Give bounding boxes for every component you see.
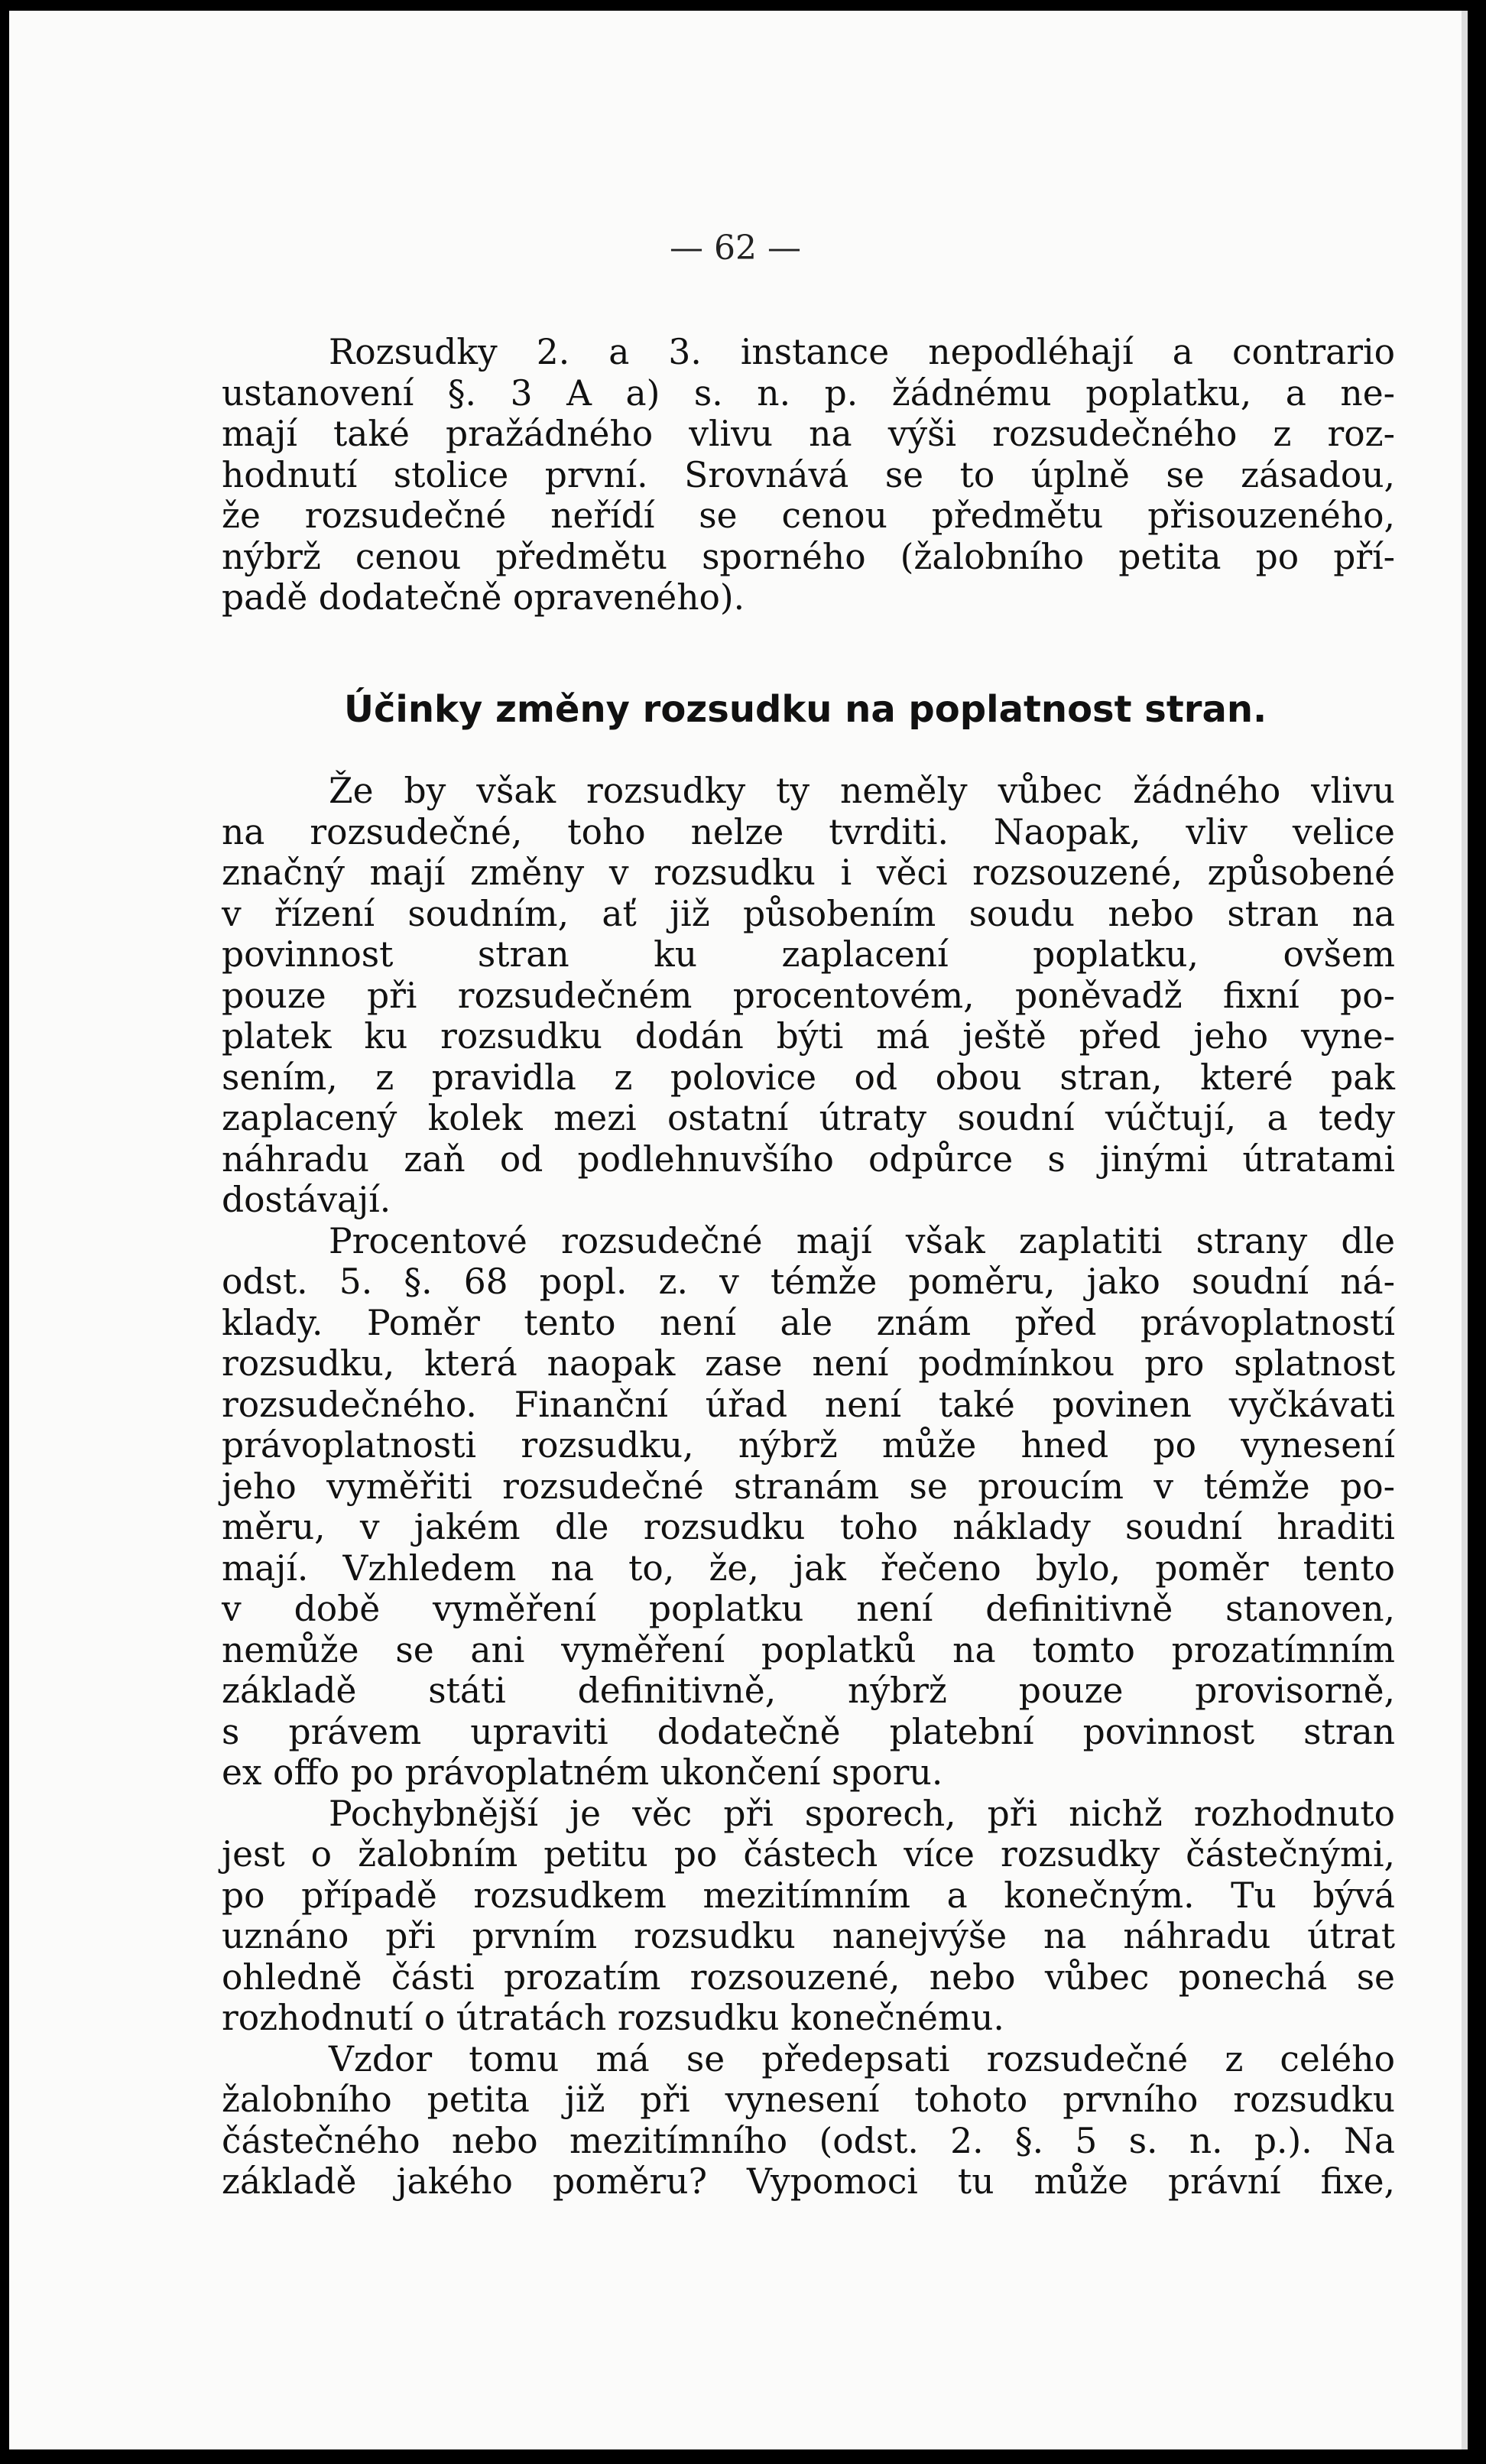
- section-heading: Účinky změny rozsudku na poplatnost stran.: [344, 688, 1267, 731]
- text-line: povinnost stran ku zaplacení poplatku, ovšem: [222, 934, 1395, 975]
- text-line: náhradu zaň od podlehnuvšího odpůrce s jinými útratami: [222, 1138, 1395, 1180]
- text-line: žalobního petita již při vynesení tohoto prvního rozsudku: [222, 2079, 1395, 2120]
- text-line: rozhodnutí o útratách rozsudku konečnému.: [222, 1998, 1004, 2038]
- text-line: jest o žalobním petitu po částech více rozsudky částečnými,: [222, 1834, 1395, 1875]
- book-page: [9, 11, 1468, 2449]
- text-line: ohledně části prozatím rozsouzené, nebo vůbec ponechá se: [222, 1956, 1395, 1998]
- text-line: dostávají.: [222, 1180, 391, 1220]
- text-line: pouze při rozsudečném procentovém, poněvadž fixní po-: [222, 975, 1395, 1016]
- text-line: Vzdor tomu má se předepsati rozsudečné z celého: [329, 2038, 1395, 2079]
- page-number: — 62 —: [670, 229, 801, 268]
- text-line: ex offo po právoplatném ukončení sporu.: [222, 1752, 943, 1793]
- text-line: Rozsudky 2. a 3. instance nepodléhají a contrario: [329, 332, 1395, 372]
- text-line: měru, v jakém dle rozsudku toho náklady soudní hraditi: [222, 1507, 1395, 1547]
- text-line: na rozsudečné, toho nelze tvrditi. Naopak, vliv velice: [222, 811, 1395, 852]
- text-line: Že by však rozsudky ty neměly vůbec žádného vlivu: [329, 771, 1395, 811]
- text-line: mají. Vzhledem na to, že, jak řečeno bylo, poměr tento: [222, 1547, 1395, 1589]
- text-line: jeho vyměřiti rozsudečné stranám se proucím v témže po-: [222, 1466, 1395, 1507]
- text-line: uznáno při prvním rozsudku nanejvýše na náhradu útrat: [222, 1916, 1395, 1956]
- text-line: rozsudku, která naopak zase není podmínkou pro splatnost: [222, 1343, 1395, 1384]
- text-line: mají také pražádného vlivu na výši rozsudečného z roz-: [222, 414, 1395, 454]
- text-line: po případě rozsudkem mezitímním a konečným. Tu bývá: [222, 1875, 1395, 1916]
- text-line: základě jakého poměru? Vypomoci tu může právní fixe,: [222, 2161, 1395, 2202]
- text-line: značný mají změny v rozsudku i věci rozsouzené, způsobené: [222, 852, 1395, 893]
- paragraph-rozsudky: [222, 332, 1395, 618]
- text-line: zaplacený kolek mezi ostatní útraty soudní vúčtují, a tedy: [222, 1098, 1395, 1138]
- text-line: sením, z pravidla z polovice od obou stran, které pak: [222, 1057, 1395, 1098]
- text-line: Pochybnější je věc při sporech, při nichž rozhodnuto: [329, 1793, 1395, 1834]
- text-line: Procentové rozsudečné mají však zaplatiti strany dle: [329, 1220, 1395, 1261]
- text-line: nemůže se ani vyměření poplatků na tomto prozatímním: [222, 1629, 1395, 1670]
- paragraph-ucinky: [222, 771, 1395, 2203]
- text-line: klady. Poměr tento není ale znám před právoplatností: [222, 1302, 1395, 1343]
- text-line: částečného nebo mezitímního (odst. 2. §. 5 s. n. p.). Na: [222, 2120, 1395, 2161]
- text-line: platek ku rozsudku dodán býti má ještě před jeho vyne-: [222, 1016, 1395, 1057]
- text-line: základě státi definitivně, nýbrž pouze provisorně,: [222, 1670, 1395, 1711]
- text-line: padě dodatečně opraveného).: [222, 577, 745, 618]
- text-line: odst. 5. §. 68 popl. z. v témže poměru, jako soudní ná-: [222, 1261, 1395, 1302]
- text-line: právoplatnosti rozsudku, nýbrž může hned po vynesení: [222, 1425, 1395, 1466]
- text-line: ustanovení §. 3 A a) s. n. p. žádnému poplatku, a ne-: [222, 372, 1395, 414]
- text-line: rozsudečného. Finanční úřad není také povinen vyčkávati: [222, 1384, 1395, 1425]
- text-line: hodnutí stolice první. Srovnává se to úplně se zásadou,: [222, 454, 1395, 495]
- text-line: že rozsudečné neřídí se cenou předmětu přisouzeného,: [222, 495, 1395, 536]
- text-line: nýbrž cenou předmětu sporného (žalobního petita po pří-: [222, 536, 1395, 577]
- text-line: s právem upraviti dodatečně platební povinnost stran: [222, 1711, 1395, 1752]
- text-line: v době vyměření poplatku není definitivně stanoven,: [222, 1589, 1395, 1629]
- text-line: v řízení soudním, ať již působením soudu nebo stran na: [222, 893, 1395, 934]
